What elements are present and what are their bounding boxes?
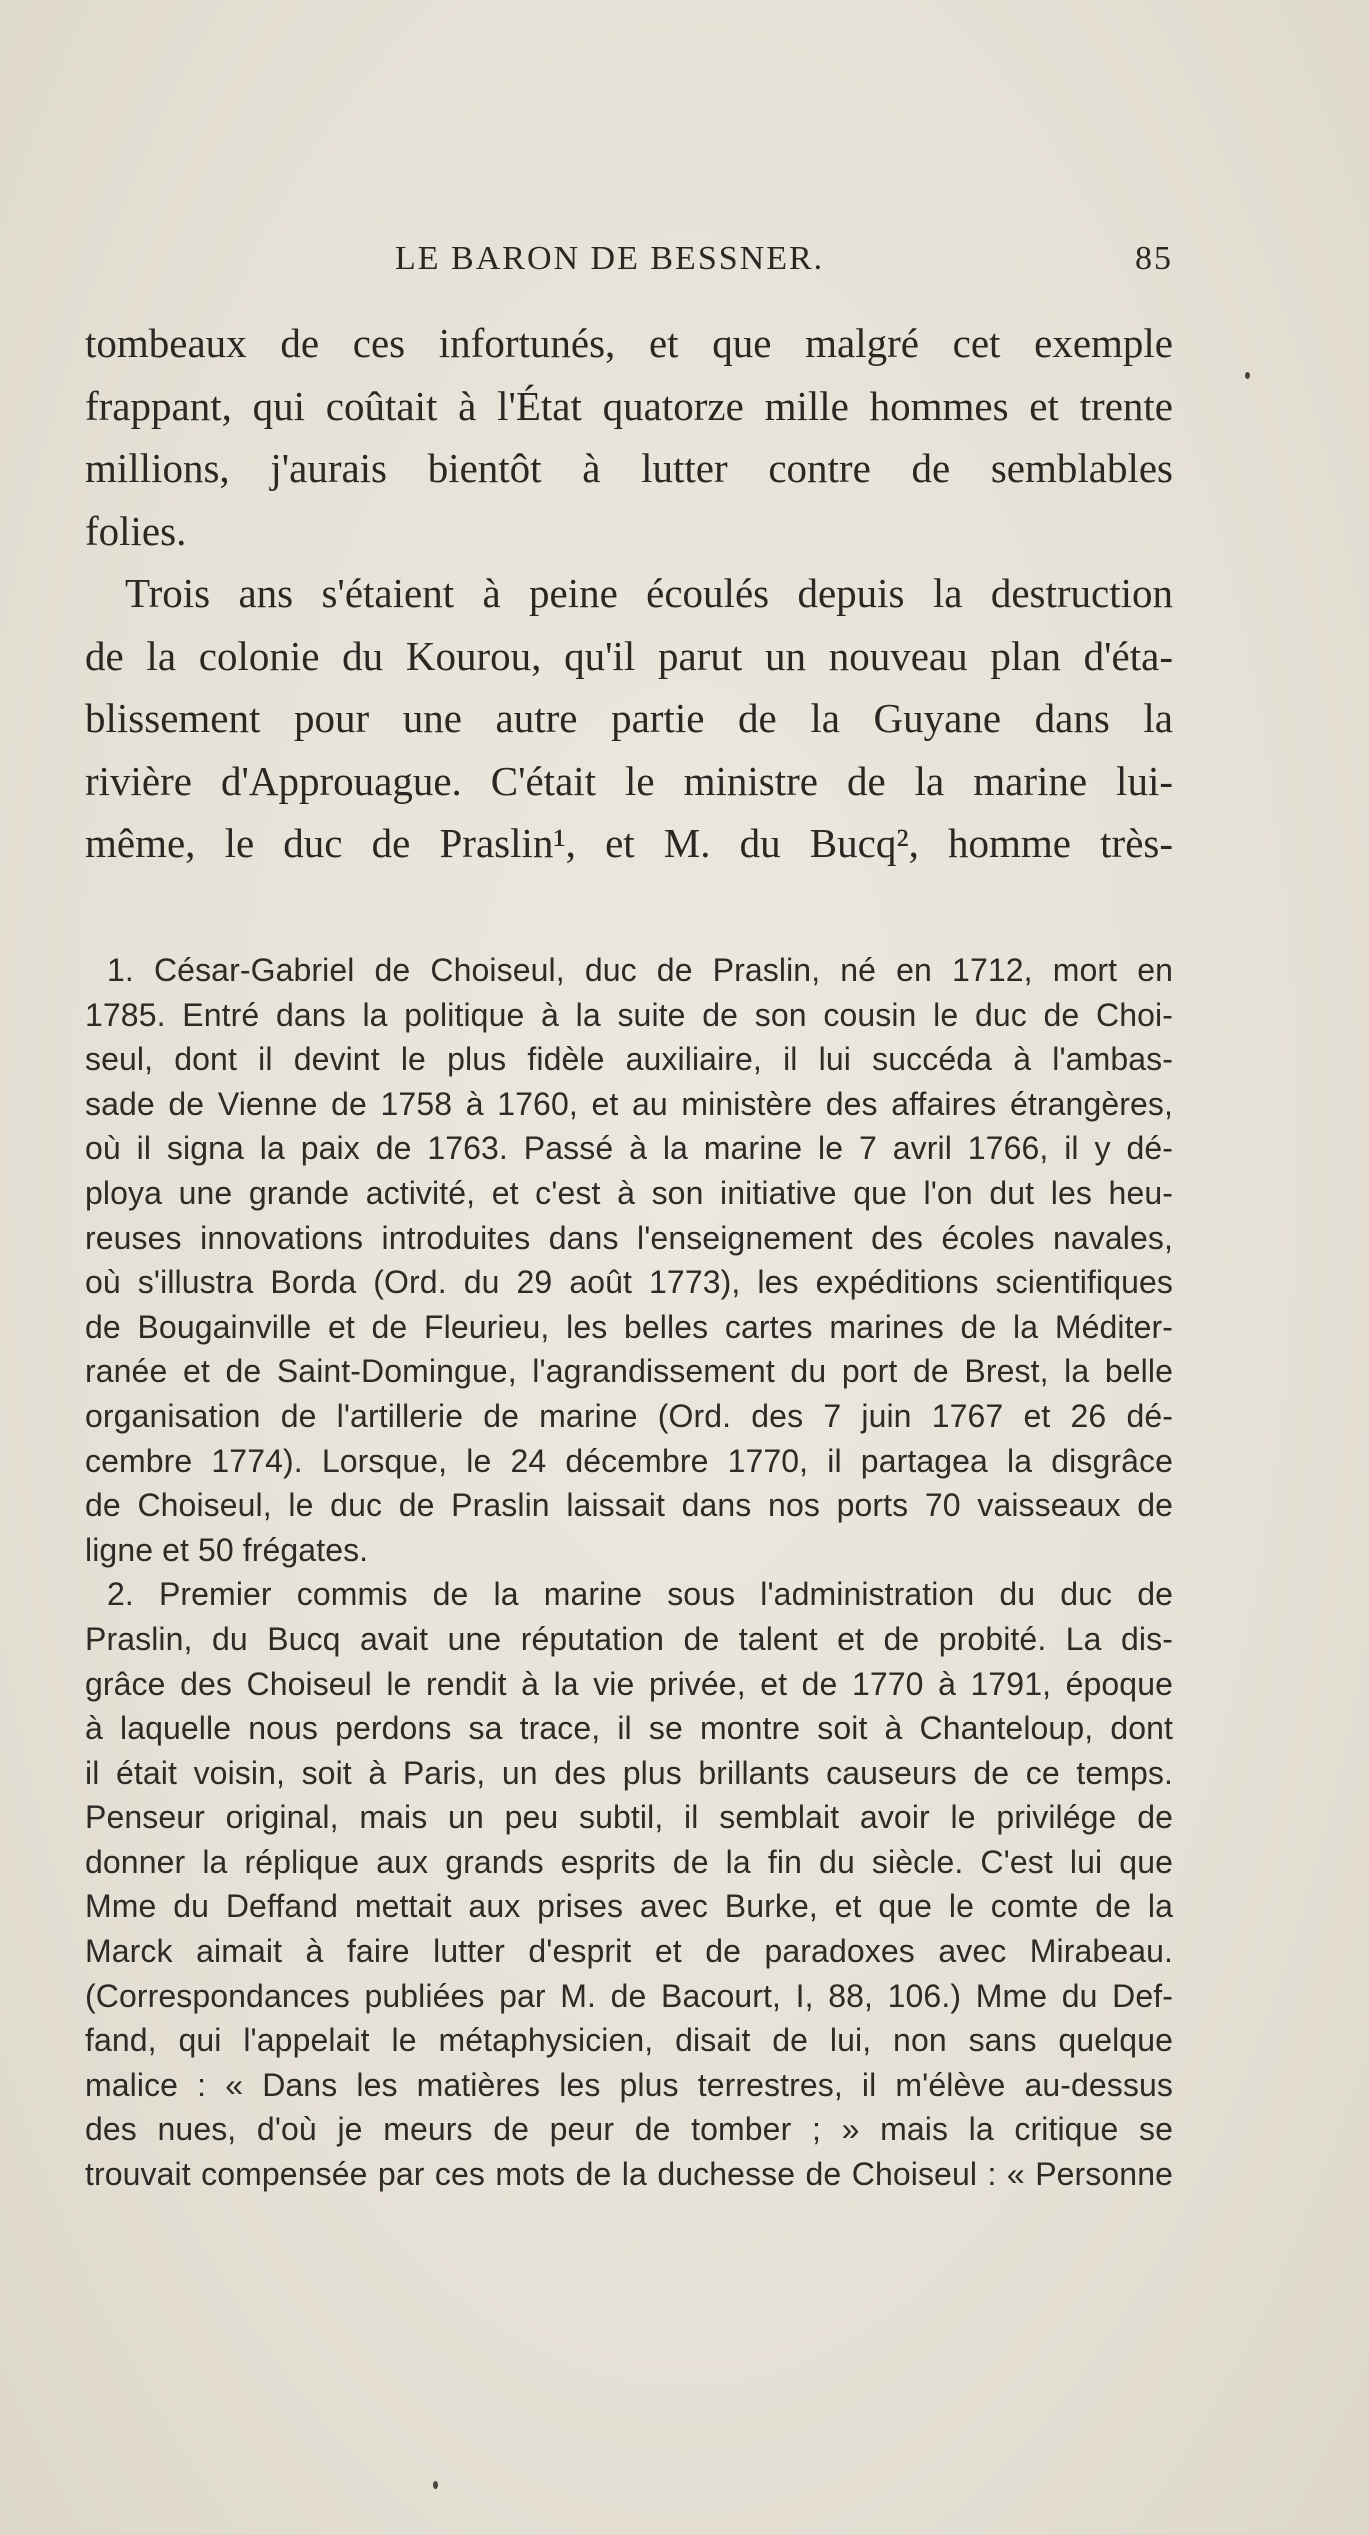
footnote-line: où s'illustra Borda (Ord. du 29 août 1773), les expéditions scientifiques bbox=[85, 1264, 1173, 1301]
body-line: de la colonie du Kourou, qu'il parut un nouveau plan d'éta- bbox=[85, 632, 1173, 679]
footnote-line: fand, qui l'appelait le métaphysicien, disait de lui, non sans quelque bbox=[85, 2022, 1173, 2059]
body-line: frappant, qui coûtait à l'État quatorze mille hommes et trente bbox=[85, 382, 1173, 429]
footnote-line: cembre 1774). Lorsque, le 24 décembre 1770, il partagea la disgrâce bbox=[85, 1442, 1173, 1479]
body-line: folies. bbox=[85, 507, 187, 554]
running-title: LE BARON DE BESSNER. bbox=[395, 240, 825, 277]
footnotes bbox=[85, 948, 1173, 2197]
footnote-line: ploya une grande activité, et c'est à son initiative que l'on dut les heu- bbox=[85, 1174, 1173, 1211]
footnote-line: (Correspondances publiées par M. de Bacourt, I, 88, 106.) Mme du Def- bbox=[85, 1977, 1173, 2014]
footnote-line: ligne et 50 frégates. bbox=[85, 1531, 369, 1568]
footnote-line: sade de Vienne de 1758 à 1760, et au ministère des affaires étrangères, bbox=[85, 1085, 1173, 1122]
footnote-line: malice : « Dans les matières les plus terrestres, il m'élève au-dessus bbox=[85, 2066, 1173, 2103]
footnote-line: donner la réplique aux grands esprits de la fin du siècle. C'est lui que bbox=[85, 1843, 1173, 1880]
footnote-line: de Bougainville et de Fleurieu, les belles cartes marines de la Méditer- bbox=[85, 1308, 1173, 1345]
page-number: 85 bbox=[1135, 240, 1173, 277]
body-line: millions, j'aurais bientôt à lutter contre de semblables bbox=[85, 445, 1173, 491]
footnote-line: ranée et de Saint-Domingue, l'agrandissement du port de Brest, la belle bbox=[85, 1353, 1173, 1390]
footnote-line: des nues, d'où je meurs de peur de tomber ; » mais la critique se bbox=[85, 2111, 1173, 2148]
body-line: même, le duc de Praslin¹, et M. du Bucq², homme très- bbox=[85, 820, 1173, 866]
body-line: rivière d'Approuague. C'était le ministre de la marine lui- bbox=[85, 757, 1173, 804]
body-line: tombeaux de ces infortunés, et que malgré cet exemple bbox=[85, 320, 1173, 366]
ink-speck bbox=[1245, 372, 1250, 379]
footnote-line: trouvait compensée par ces mots de la duchesse de Choiseul : « Personne bbox=[85, 2156, 1173, 2193]
body-line: Trois ans s'étaient à peine écoulés depuis la destruction bbox=[125, 570, 1173, 616]
footnote-line: 1. César-Gabriel de Choiseul, duc de Praslin, né en 1712, mort en bbox=[107, 952, 1173, 988]
footnote-line: 2. Premier commis de la marine sous l'administration du duc de bbox=[107, 1576, 1173, 1613]
footnote-line: Penseur original, mais un peu subtil, il semblait avoir le privilége de bbox=[85, 1799, 1173, 1836]
footnote-line: de Choiseul, le duc de Praslin laissait dans nos ports 70 vaisseaux de bbox=[85, 1487, 1173, 1524]
footnote-line: Marck aimait à faire lutter d'esprit et de paradoxes avec Mirabeau. bbox=[85, 1933, 1173, 1970]
footnote-line: grâce des Choiseul le rendit à la vie privée, et de 1770 à 1791, époque bbox=[85, 1665, 1173, 1702]
body-line: blissement pour une autre partie de la Guyane dans la bbox=[85, 695, 1173, 741]
ink-speck bbox=[433, 2481, 438, 2489]
footnote-line: où il signa la paix de 1763. Passé à la marine le 7 avril 1766, il y dé- bbox=[85, 1130, 1173, 1167]
footnote-line: Mme du Deffand mettait aux prises avec Burke, et que le comte de la bbox=[85, 1888, 1173, 1925]
footnote-line: reuses innovations introduites dans l'enseignement des écoles navales, bbox=[85, 1219, 1173, 1256]
footnote-line: 1785. Entré dans la politique à la suite de son cousin le duc de Choi- bbox=[85, 996, 1173, 1033]
page-header bbox=[85, 240, 1173, 290]
footnote-line: Praslin, du Bucq avait une réputation de talent et de probité. La dis- bbox=[85, 1620, 1173, 1657]
footnote-line: organisation de l'artillerie de marine (Ord. des 7 juin 1767 et 26 dé- bbox=[85, 1397, 1173, 1434]
footnote-line: seul, dont il devint le plus fidèle auxiliaire, il lui succéda à l'ambas- bbox=[85, 1041, 1173, 1078]
footnote-line: à laquelle nous perdons sa trace, il se montre soit à Chanteloup, dont bbox=[85, 1710, 1173, 1747]
body-text bbox=[85, 312, 1173, 875]
footnote-line: il était voisin, soit à Paris, un des plus brillants causeurs de ce temps. bbox=[85, 1754, 1173, 1791]
